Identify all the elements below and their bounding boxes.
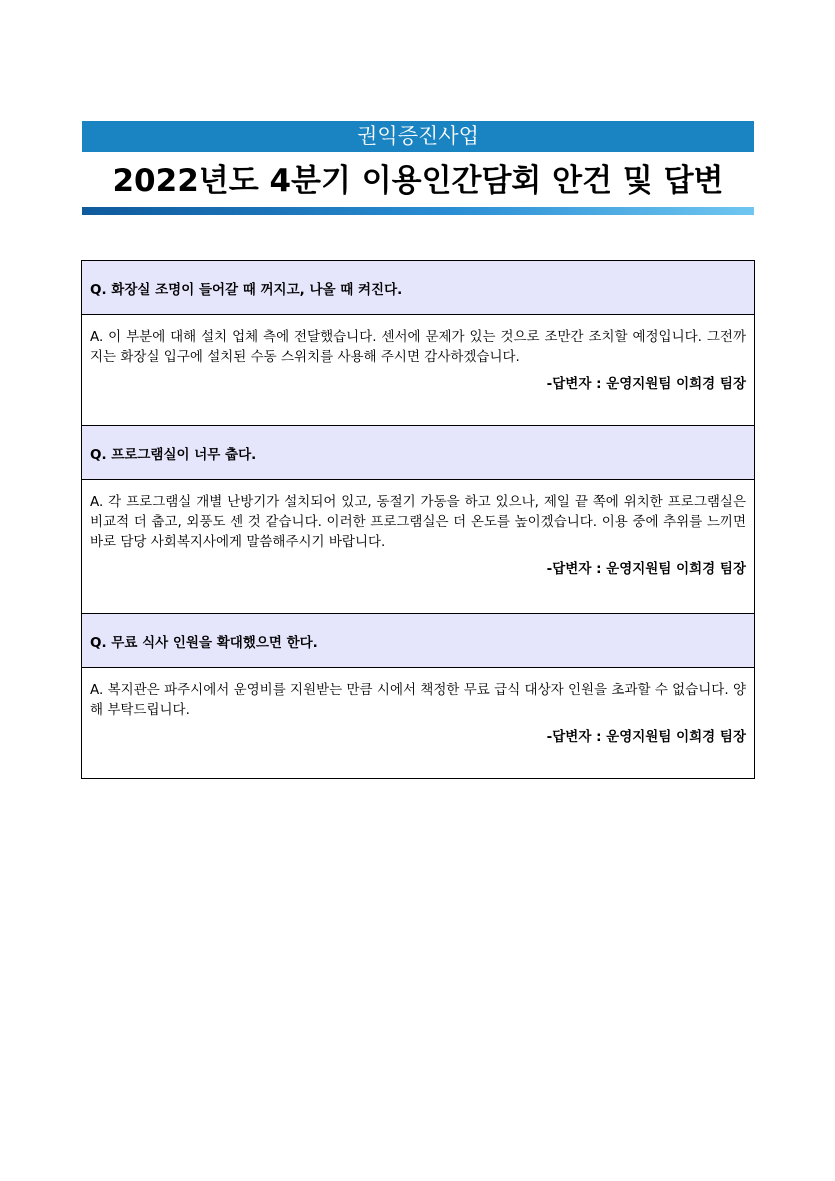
question-text: Q. 프로그램실이 너무 춥다. bbox=[90, 446, 257, 463]
question-row bbox=[82, 261, 754, 315]
question-text: Q. 화장실 조명이 들어갈 때 꺼지고, 나올 때 켜진다. bbox=[90, 281, 403, 298]
question-text: Q. 무료 식사 인원을 확대했으면 한다. bbox=[90, 634, 318, 651]
qa-table bbox=[81, 260, 755, 779]
answer-text: A. 이 부분에 대해 설치 업체 측에 전달했습니다. 센서에 문제가 있는 것으로 조만간 조치할 예정입니다. 그전까지는 화장실 입구에 설치된 수동 스위치를 사용해 주시면 감사하겠습니다. bbox=[90, 329, 746, 365]
answer-row bbox=[82, 315, 754, 426]
answerer-label: -답변자 : 운영지원팀 이희경 팀장 bbox=[546, 561, 746, 577]
title-underline bbox=[82, 207, 754, 215]
answer-row bbox=[82, 668, 754, 779]
answer-text: A. 각 프로그램실 개별 난방기가 설치되어 있고, 동절기 가동을 하고 있으나, 제일 끝 쪽에 위치한 프로그램실은 비교적 더 춥고, 외풍도 센 것 같습니다. 이러한 프로그램실은 더 온도를 높이겠습니다. 이용 중에 추위를 느끼면 바로 담당 사회복지사에게 말씀해주시기 바랍니다. bbox=[90, 494, 746, 550]
section-banner: 권익증진사업 bbox=[82, 121, 754, 152]
question-row bbox=[82, 614, 754, 668]
answer-text: A. 복지관은 파주시에서 운영비를 지원받는 만큼 시에서 책정한 무료 급식 대상자 인원을 초과할 수 없습니다. 양해 부탁드립니다. bbox=[90, 682, 746, 718]
page-title: 2022년도 4분기 이용인간담회 안건 및 답변 bbox=[112, 163, 724, 199]
answerer-label: -답변자 : 운영지원팀 이희경 팀장 bbox=[546, 376, 746, 392]
answerer-label: -답변자 : 운영지원팀 이희경 팀장 bbox=[546, 729, 746, 745]
answer-row bbox=[82, 480, 754, 614]
question-row bbox=[82, 426, 754, 480]
